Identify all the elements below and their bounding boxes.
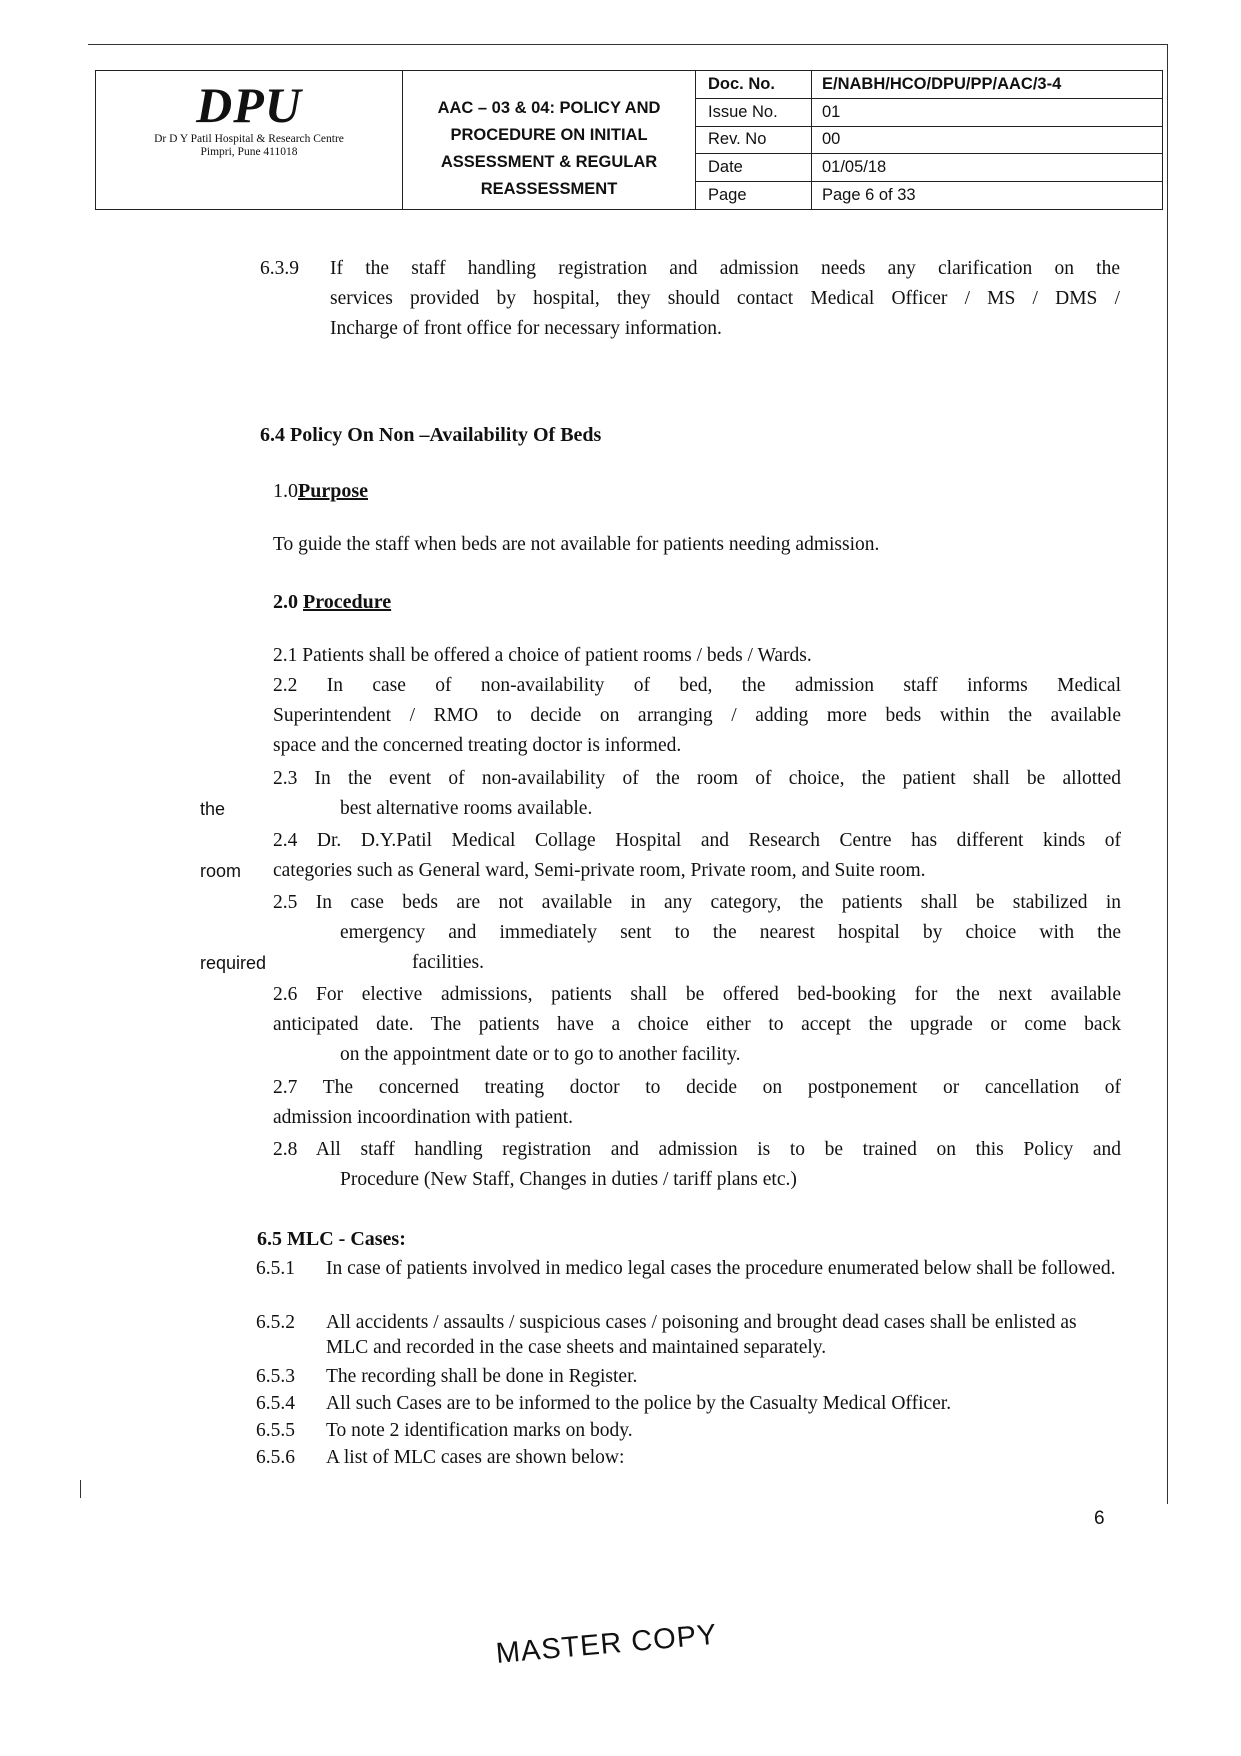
mlc-item <box>256 1445 1116 1471</box>
procedure-item: 2.2 In case of non-availability of bed, the admission staff informs Medical <box>273 675 1121 696</box>
dpu-logo: DPU <box>196 77 302 133</box>
clause-text-line: If the staff handling registration and admission needs any clarification on the <box>330 258 1120 279</box>
procedure-item: 2.6 For elective admissions, patients shall be offered bed-booking for the next available <box>273 984 1121 1005</box>
mlc-item-text: In case of patients involved in medico legal cases the procedure enumerated below shall be followed. <box>326 1258 1116 1279</box>
procedure-item-line: Procedure (New Staff, Changes in duties / tariff plans etc.) <box>340 1169 797 1190</box>
page-number: 6 <box>1094 1508 1105 1529</box>
mlc-item-number: 6.5.2 <box>256 1312 295 1333</box>
title-line: ASSESSMENT & REGULAR <box>440 153 658 171</box>
meta-value: 01/05/18 <box>822 158 887 177</box>
mlc-item <box>256 1256 1116 1308</box>
procedure-item-line: anticipated date. The patients have a choice either to accept the upgrade or come back <box>273 1014 1121 1035</box>
mlc-item <box>256 1418 1116 1444</box>
org-name: Dr D Y Patil Hospital & Research Centre <box>154 133 344 145</box>
meta-key: Date <box>696 154 812 181</box>
mlc-item <box>256 1391 1116 1417</box>
mlc-item-text: All such Cases are to be informed to the police by the Casualty Medical Officer. <box>326 1393 952 1414</box>
mlc-item-text: To note 2 identification marks on body. <box>326 1420 633 1441</box>
master-copy-stamp: MASTER COPY <box>494 1618 719 1670</box>
procedure-item: 2.8 All staff handling registration and admission is to be trained on this Policy and <box>273 1139 1121 1160</box>
procedure-item-line: on the appointment date or to go to another facility. <box>340 1044 741 1065</box>
procedure-item-line: emergency and immediately sent to the nearest hospital by choice with the <box>340 922 1121 943</box>
purpose-heading: 1.0Purpose <box>273 480 368 502</box>
title-line: REASSESSMENT <box>480 180 618 198</box>
meta-row-date <box>696 154 1162 182</box>
mlc-item-text: The recording shall be done in Register. <box>326 1366 638 1387</box>
section-heading: 6.5 MLC - Cases: <box>257 1228 406 1250</box>
procedure-item-line: required <box>200 953 267 973</box>
mlc-item-number: 6.5.6 <box>256 1447 295 1468</box>
meta-key: Page <box>696 182 812 209</box>
document-meta-table <box>696 71 1162 209</box>
procedure-item-line: space and the concerned treating doctor is informed. <box>273 735 682 756</box>
page-frame-top <box>88 44 1168 45</box>
meta-value: E/NABH/HCO/DPU/PP/AAC/3-4 <box>822 74 1062 93</box>
mlc-item-text: A list of MLC cases are shown below: <box>326 1447 625 1468</box>
mlc-item-number: 6.5.1 <box>256 1258 295 1279</box>
org-address: Pimpri, Pune 411018 <box>200 146 298 158</box>
clause-number: 6.3.9 <box>260 258 299 279</box>
procedure-item-line: the <box>200 799 226 819</box>
procedure-item-line: Superintendent / RMO to decide on arranging / adding more beds within the available <box>273 705 1121 726</box>
meta-value: 00 <box>822 130 841 149</box>
meta-value: 01 <box>822 102 841 121</box>
meta-key: Issue No. <box>696 99 812 126</box>
clause-text-line: Incharge of front office for necessary information. <box>330 318 722 339</box>
document-title <box>403 71 696 209</box>
meta-row-issue-no <box>696 99 1162 127</box>
procedure-item-line: room <box>200 861 242 881</box>
procedure-item: 2.3 In the event of non-availability of the room of choice, the patient shall be allotted <box>273 768 1121 789</box>
procedure-item-line: categories such as General ward, Semi-private room, Private room, and Suite room. <box>273 860 926 881</box>
mlc-item-text: All accidents / assaults / suspicious cases / poisoning and brought dead cases shall be enlisted as MLC and recorded in the case sheets and maintained separately. <box>326 1312 1077 1358</box>
procedure-item: 2.7 The concerned treating doctor to decide on postponement or cancellation of <box>273 1077 1121 1098</box>
title-line: AAC – 03 & 04: POLICY AND <box>437 99 661 117</box>
mlc-item-number: 6.5.3 <box>256 1366 295 1387</box>
title-line: PROCEDURE ON INITIAL <box>450 126 648 144</box>
document-header <box>95 70 1163 210</box>
meta-key: Rev. No <box>696 127 812 154</box>
procedure-item: 2.5 In case beds are not available in any category, the patients shall be stabilized in <box>273 892 1121 913</box>
procedure-item: 2.1 Patients shall be offered a choice of patient rooms / beds / Wards. <box>273 645 812 666</box>
procedure-item-line: admission incoordination with patient. <box>273 1107 574 1128</box>
clause-text-line: services provided by hospital, they should contact Medical Officer / MS / DMS / <box>330 288 1120 309</box>
mlc-item <box>256 1364 1116 1390</box>
purpose-text: To guide the staff when beds are not available for patients needing admission. <box>273 534 880 555</box>
procedure-item-line: best alternative rooms available. <box>340 798 593 819</box>
procedure-item: 2.4 Dr. D.Y.Patil Medical Collage Hospital and Research Centre has different kinds of <box>273 830 1121 851</box>
meta-row-rev-no <box>696 127 1162 155</box>
meta-row-page <box>696 182 1162 209</box>
procedure-heading: 2.0 Procedure <box>273 591 392 613</box>
mlc-item-number: 6.5.5 <box>256 1420 295 1441</box>
meta-value: Page 6 of 33 <box>822 186 916 205</box>
meta-row-doc-no <box>696 71 1162 99</box>
mlc-item-number: 6.5.4 <box>256 1393 295 1414</box>
page-frame-mark <box>80 1480 81 1498</box>
procedure-item-line: facilities. <box>412 952 485 973</box>
section-heading: 6.4 Policy On Non –Availability Of Beds <box>260 424 602 446</box>
mlc-item <box>256 1310 1116 1362</box>
page-frame-right <box>1167 44 1168 1504</box>
meta-key: Doc. No. <box>696 71 812 98</box>
logo-cell <box>96 71 403 209</box>
